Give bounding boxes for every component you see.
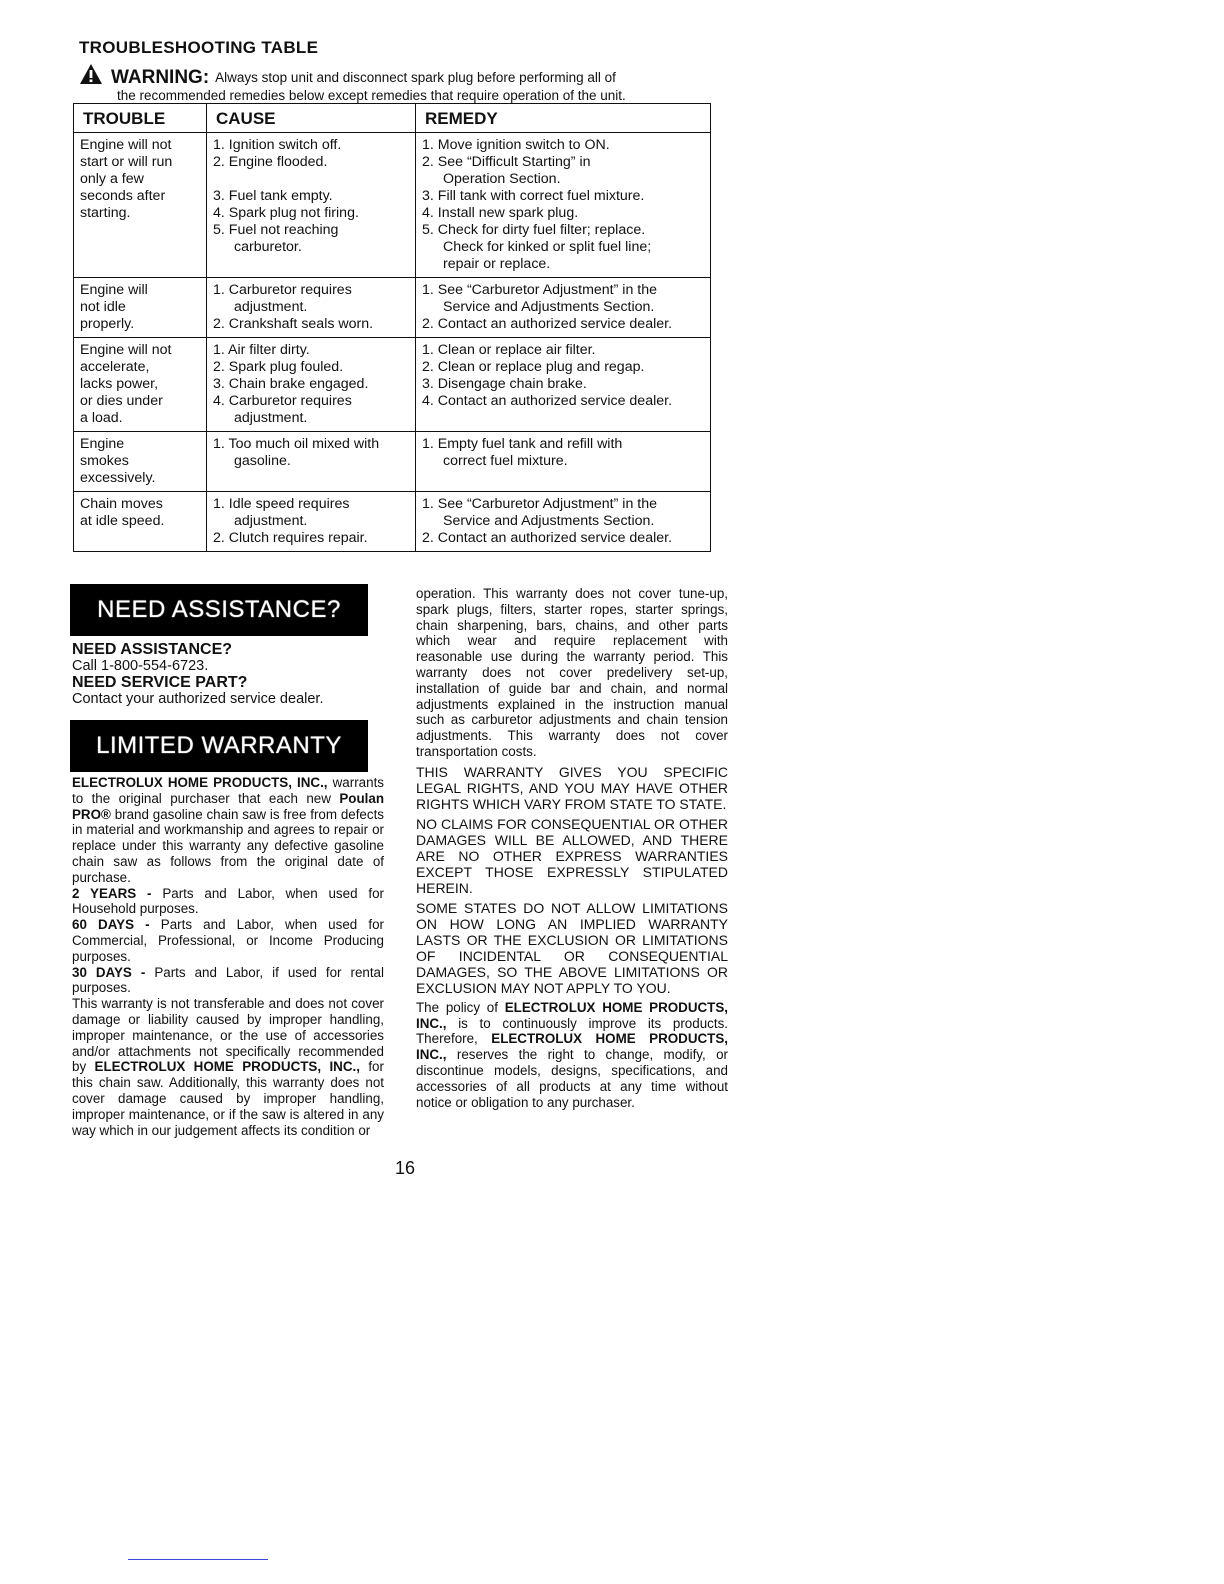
cause-line: 4. Carburetor requires bbox=[213, 393, 352, 409]
cause-line: 1. Carburetor requires bbox=[213, 282, 352, 298]
cell-remedy bbox=[416, 432, 711, 492]
cause-line: 1. Ignition switch off. bbox=[213, 137, 342, 153]
cause-line: 1. Too much oil mixed with bbox=[213, 436, 380, 452]
remedy-line: 2. Contact an authorized service dealer. bbox=[422, 316, 673, 332]
cell-cause bbox=[207, 133, 416, 278]
cell-remedy bbox=[416, 278, 711, 338]
cause-line: adjustment. bbox=[234, 410, 308, 426]
warning-text-line1: Always stop unit and disconnect spark plug before performing all of bbox=[215, 70, 616, 85]
remedy-line: 2. Contact an authorized service dealer. bbox=[422, 530, 673, 546]
trouble-line: excessively. bbox=[80, 470, 156, 486]
state-limitations-statement: SOME STATES DO NOT ALLOW LIMITATIONS ON HOW LONG AN IMPLIED WARRANTY LASTS OR THE EXCLUSION OR LIMITATIONS OF INCIDENTAL OR CONSEQUENTIAL DAMAGES, SO THE ABOVE LIMITATIONS OR EXCLUSION MAY NOT APPLY TO YOU. bbox=[416, 899, 728, 996]
troubleshooting-table bbox=[73, 103, 711, 552]
remedy-line: 1. Empty fuel tank and refill with bbox=[422, 436, 623, 452]
table-row bbox=[74, 432, 711, 492]
company-name: ELECTROLUX HOME PRODUCTS, INC., bbox=[72, 775, 328, 790]
trouble-line: not idle bbox=[80, 299, 126, 315]
remedy-line: 1. Clean or replace air filter. bbox=[422, 342, 596, 358]
trouble-line: at idle speed. bbox=[80, 513, 165, 529]
remedy-line: 2. See “Difficult Starting” in bbox=[422, 154, 591, 170]
warranty-term-rental: 30 DAYS - Parts and Labor, if used for rental purposes. bbox=[72, 964, 384, 996]
cell-cause bbox=[207, 492, 416, 552]
cell-trouble bbox=[74, 492, 207, 552]
page-number: 16 bbox=[395, 1158, 416, 1178]
remedy-line: correct fuel mixture. bbox=[443, 453, 568, 469]
warranty-exclusions: This warranty is not transferable and does not cover damage or liability caused by improper handling, improper maintenance, or the use of accessories and/or attachments not specifically recommended by ELECTROLUX HOME PRODUCTS, INC., for this chain saw. Additionally, this warranty does not cover damage caused by improper handling, improper maintenance, or if the saw is altered in any way which in our judgement affects its condition or bbox=[72, 996, 384, 1138]
cause-line: 3. Chain brake engaged. bbox=[213, 376, 369, 392]
remedy-line: 3. Fill tank with correct fuel mixture. bbox=[422, 188, 645, 204]
cause-line: carburetor. bbox=[234, 239, 302, 255]
table-row bbox=[74, 338, 711, 432]
trouble-line: start or will run bbox=[80, 154, 173, 170]
cell-trouble bbox=[74, 278, 207, 338]
warning-text-line2: the recommended remedies below except remedies that require operation of the unit. bbox=[117, 88, 626, 103]
cell-cause bbox=[207, 338, 416, 432]
cell-remedy bbox=[416, 133, 711, 278]
legal-rights-statement: THIS WARRANTY GIVES YOU SPECIFIC LEGAL RIGHTS, AND YOU MAY HAVE OTHER RIGHTS WHICH VARY FROM STATE TO STATE. bbox=[416, 763, 728, 812]
trouble-line: Chain moves bbox=[80, 496, 163, 512]
table-header-row bbox=[74, 104, 711, 133]
remedy-line: 1. Move ignition switch to ON. bbox=[422, 137, 610, 153]
trouble-line: only a few bbox=[80, 171, 144, 187]
brand-name: Poulan PRO® bbox=[72, 790, 384, 822]
trouble-line: smokes bbox=[80, 453, 129, 469]
cell-cause bbox=[207, 432, 416, 492]
table-row bbox=[74, 492, 711, 552]
cause-line: 2. Spark plug fouled. bbox=[213, 359, 344, 375]
cause-line: 5. Fuel not reaching bbox=[213, 222, 339, 238]
remedy-line: Service and Adjustments Section. bbox=[443, 299, 655, 315]
trouble-line: accelerate, bbox=[80, 359, 150, 375]
cause-line: 3. Fuel tank empty. bbox=[213, 188, 333, 204]
remedy-line: 2. Clean or replace plug and regap. bbox=[422, 359, 645, 375]
limited-warranty-banner: LIMITED WARRANTY bbox=[70, 720, 368, 772]
no-claims-statement: NO CLAIMS FOR CONSEQUENTIAL OR OTHER DAMAGES WILL BE ALLOWED, AND THERE ARE NO OTHER EXPRESS WARRANTIES EXCEPT THOSE EXPRESSLY STIPULATED HEREIN. bbox=[416, 815, 728, 896]
service-part-heading: NEED SERVICE PART? bbox=[72, 674, 248, 691]
table-row bbox=[74, 278, 711, 338]
remedy-line: 1. See “Carburetor Adjustment” in the bbox=[422, 282, 658, 298]
trouble-line: starting. bbox=[80, 205, 131, 221]
trouble-line: Engine bbox=[80, 436, 125, 452]
assistance-heading: NEED ASSISTANCE? bbox=[72, 641, 233, 658]
remedy-line: 3. Disengage chain brake. bbox=[422, 376, 587, 392]
cause-line: gasoline. bbox=[234, 453, 291, 469]
cause-line: 2. Crankshaft seals worn. bbox=[213, 316, 374, 332]
warranty-right-column bbox=[416, 586, 728, 1114]
table-row bbox=[74, 133, 711, 278]
cell-remedy bbox=[416, 492, 711, 552]
warning-notice bbox=[79, 63, 719, 103]
footer-rule bbox=[128, 1559, 268, 1560]
cause-line: 2. Engine flooded. bbox=[213, 154, 328, 170]
header-remedy: REMEDY bbox=[416, 104, 711, 133]
remedy-line: 5. Check for dirty fuel filter; replace. bbox=[422, 222, 646, 238]
header-cause: CAUSE bbox=[207, 104, 416, 133]
warranty-intro: ELECTROLUX HOME PRODUCTS, INC., warrants to the original purchaser that each new Poulan PRO® brand gasoline chain saw is free from defects in material and workmanship and agrees to repair or replace under this warranty any defective gasoline chain saw as follows from the original date of purchase. bbox=[72, 775, 384, 885]
cause-line: 2. Clutch requires repair. bbox=[213, 530, 368, 546]
service-part-text: Contact your authorized service dealer. bbox=[72, 691, 324, 707]
warranty-left-column bbox=[72, 775, 384, 1138]
remedy-line: 4. Install new spark plug. bbox=[422, 205, 579, 221]
cause-line: adjustment. bbox=[234, 299, 308, 315]
remedy-line: Service and Adjustments Section. bbox=[443, 513, 655, 529]
warranty-term-commercial: 60 DAYS - Parts and Labor, when used for Commercial, Professional, or Income Producing purposes. bbox=[72, 917, 384, 964]
warranty-exclusions-continued: operation. This warranty does not cover tune-up, spark plugs, filters, starter ropes, starter springs, chain sharpening, bars, chains, and other parts which wear and require replacement with reasonable use during the warranty period. This warranty does not cover predelivery set-up, installation of guide bar and chain, and normal adjustments explained in the instruction manual such as carburetor adjustments and chain tension adjustments. This warranty does not cover transportation costs. bbox=[416, 586, 728, 759]
cause-line: 4. Spark plug not firing. bbox=[213, 205, 359, 221]
cause-line: adjustment. bbox=[234, 513, 308, 529]
trouble-line: Engine will not bbox=[80, 342, 172, 358]
remedy-line: repair or replace. bbox=[443, 256, 551, 272]
cause-line: 1. Idle speed requires bbox=[213, 496, 350, 512]
cell-cause bbox=[207, 278, 416, 338]
cell-remedy bbox=[416, 338, 711, 432]
need-assistance-banner: NEED ASSISTANCE? bbox=[70, 584, 368, 636]
trouble-line: or dies under bbox=[80, 393, 163, 409]
trouble-line: Engine will not bbox=[80, 137, 172, 153]
trouble-line: Engine will bbox=[80, 282, 148, 298]
cell-trouble bbox=[74, 432, 207, 492]
trouble-line: a load. bbox=[80, 410, 123, 426]
trouble-line: properly. bbox=[80, 316, 135, 332]
warning-triangle-icon bbox=[79, 63, 103, 88]
cause-line bbox=[213, 171, 409, 188]
warranty-term-household: 2 YEARS - Parts and Labor, when used for Household purposes. bbox=[72, 885, 384, 917]
remedy-line: Check for kinked or split fuel line; bbox=[443, 239, 652, 255]
assistance-block bbox=[72, 642, 372, 707]
cell-trouble bbox=[74, 338, 207, 432]
header-trouble: TROUBLE bbox=[74, 104, 207, 133]
remedy-line: 4. Contact an authorized service dealer. bbox=[422, 393, 673, 409]
trouble-line: seconds after bbox=[80, 188, 166, 204]
warning-label: WARNING: bbox=[111, 67, 210, 88]
page-title: TROUBLESHOOTING TABLE bbox=[79, 38, 319, 57]
cell-trouble bbox=[74, 133, 207, 278]
trouble-line: lacks power, bbox=[80, 376, 159, 392]
remedy-line: 1. See “Carburetor Adjustment” in the bbox=[422, 496, 658, 512]
remedy-line: Operation Section. bbox=[443, 171, 561, 187]
assistance-phone: Call 1-800-554-6723. bbox=[72, 658, 209, 674]
cause-line: 1. Air filter dirty. bbox=[213, 342, 310, 358]
policy-statement: The policy of ELECTROLUX HOME PRODUCTS, INC., is to continuously improve its products. Therefore, ELECTROLUX HOME PRODUCTS, INC., reserves the right to change, modify, or discontinue models, designs, specifications, and accessories of all products at any time without notice or obligation to any purchaser. bbox=[416, 999, 728, 1110]
